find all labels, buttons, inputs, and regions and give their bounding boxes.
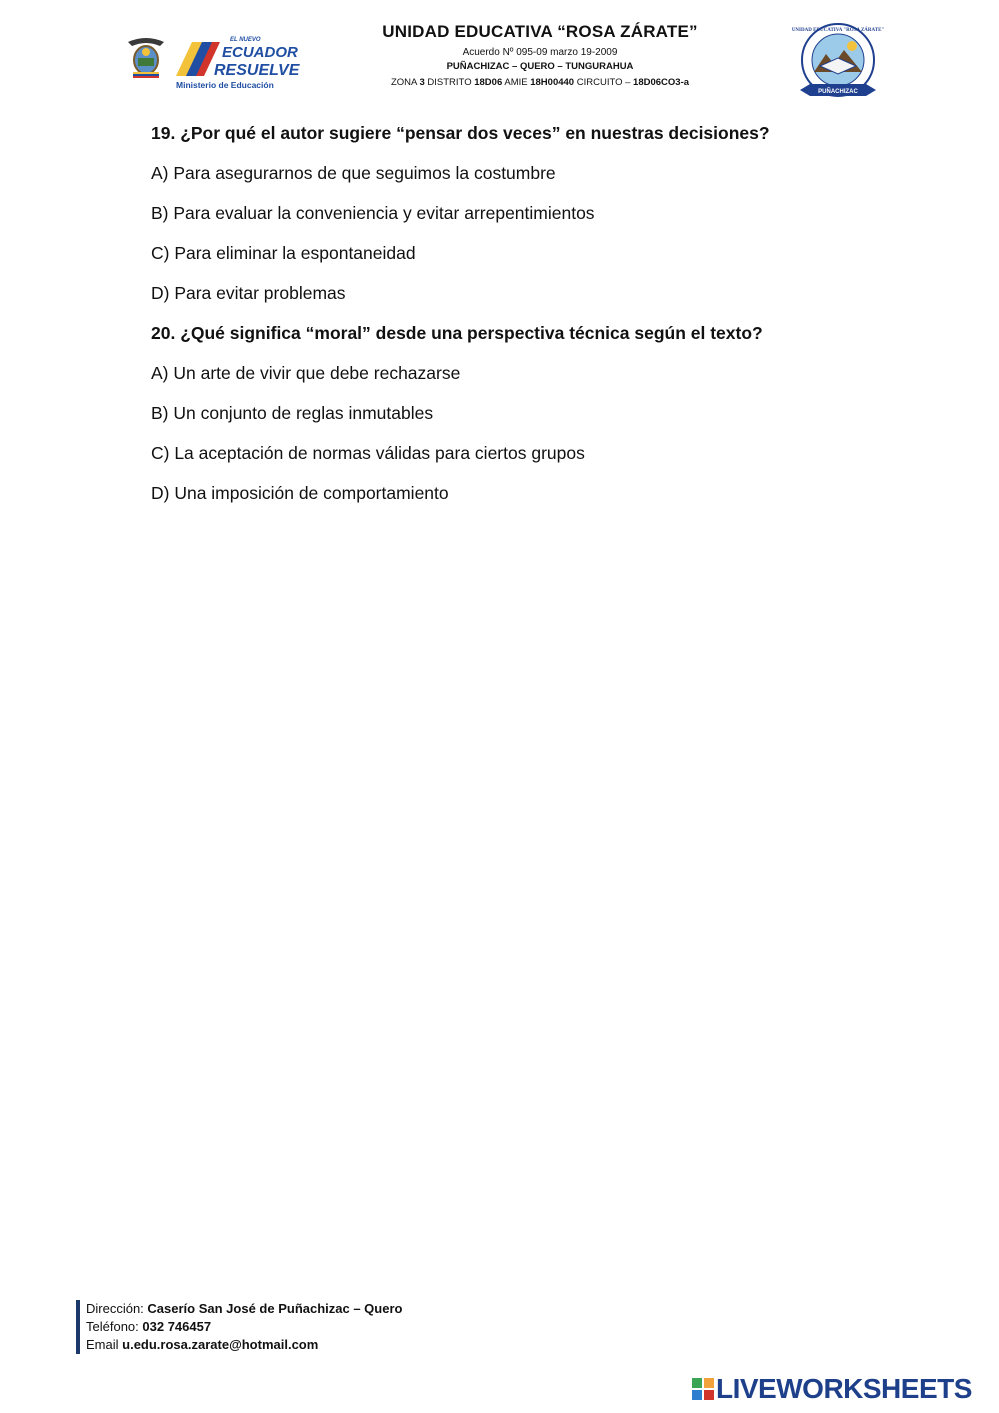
zone-line [330, 74, 750, 91]
phone-value: 032 746457 [142, 1319, 212, 1334]
answer-option[interactable]: A) Para asegurarnos de que seguimos la costumbre [151, 163, 556, 183]
email-value: u.edu.rosa.zarate@hotmail.com [122, 1337, 319, 1352]
answer-option[interactable]: B) Para evaluar la conveniencia y evitar arrepentimientos [151, 203, 595, 223]
answer-option[interactable]: B) Un conjunto de reglas inmutables [151, 403, 434, 423]
circuit-value: 18D06CO3-a [633, 77, 690, 88]
phone-label: Teléfono: [86, 1319, 139, 1334]
question-title: 20. ¿Qué significa “moral” desde una perspectiva técnica según el texto? [151, 323, 763, 343]
document-footer [76, 1300, 402, 1354]
email-label: Email [86, 1337, 119, 1352]
zone-value: 3 [419, 77, 425, 88]
svg-text:Ministerio de Educación: Ministerio de Educación [176, 80, 274, 90]
district-label: DISTRITO [427, 77, 472, 88]
document-header [0, 0, 999, 110]
zone-label: ZONA [390, 77, 417, 88]
svg-text:EL NUEVO: EL NUEVO [230, 37, 261, 43]
amie-value: 18H00440 [530, 77, 575, 88]
coat-of-arms-icon [124, 34, 168, 80]
phone-line [86, 1318, 402, 1336]
circuit-label: CIRCUITO – [576, 77, 631, 88]
answer-option[interactable]: A) Un arte de vivir que debe rechazarse [151, 363, 461, 383]
liveworksheets-brand[interactable] [692, 1374, 992, 1404]
svg-text:UNIDAD EDUCATIVA "ROSA ZÁRATE": UNIDAD EDUCATIVA "ROSA ZÁRATE" [791, 28, 885, 33]
header-text-block [330, 22, 750, 91]
question-block [151, 120, 911, 320]
svg-text:PUÑACHIZAC: PUÑACHIZAC [818, 89, 858, 95]
svg-text:ECUADOR: ECUADOR [222, 44, 298, 61]
ecuador-resuelve-logo [174, 32, 300, 92]
answer-option[interactable]: D) Una imposición de comportamiento [151, 483, 449, 503]
email-line [86, 1336, 402, 1354]
svg-text:RESUELVE: RESUELVE [214, 62, 300, 79]
school-name: UNIDAD EDUCATIVA “ROSA ZÁRATE” [382, 22, 698, 41]
question-block [151, 320, 911, 520]
liveworksheets-logo-icon [692, 1378, 714, 1400]
agreement-line: Acuerdo Nº 095-09 marzo 19-2009 [462, 47, 618, 58]
answer-option[interactable]: C) Para eliminar la espontaneidad [151, 243, 416, 263]
location-line: PUÑACHIZAC – QUERO – TUNGURAHUA [446, 61, 634, 72]
questions-section [151, 120, 911, 520]
question-title: 19. ¿Por qué el autor sugiere “pensar dos veces” en nuestras decisiones? [151, 123, 770, 143]
address-line [86, 1300, 402, 1318]
answer-option[interactable]: D) Para evitar problemas [151, 283, 346, 303]
district-value: 18D06 [474, 77, 503, 88]
answer-option[interactable]: C) La aceptación de normas válidas para ciertos grupos [151, 443, 585, 463]
amie-label: AMIE [504, 77, 528, 88]
address-value: Caserío San José de Puñachizac – Quero [147, 1301, 403, 1316]
liveworksheets-wordmark: LIVEWORKSHEETS [716, 1373, 972, 1404]
address-label: Dirección: [86, 1301, 144, 1316]
school-seal-logo [791, 20, 885, 106]
